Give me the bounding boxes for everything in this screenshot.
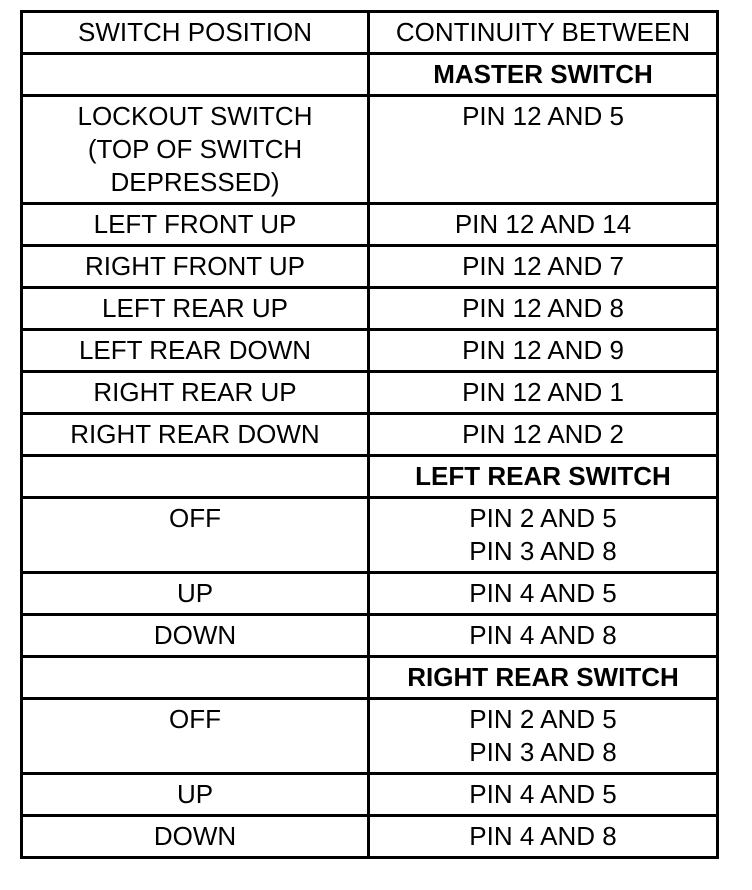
section-empty-cell	[22, 657, 369, 699]
table-row	[22, 816, 718, 858]
switch-position-cell	[22, 372, 369, 414]
switch-position-line: OFF	[169, 704, 221, 734]
switch-position-line: LEFT FRONT UP	[93, 209, 297, 239]
table-row	[22, 246, 718, 288]
switch-position-line: RIGHT REAR DOWN	[70, 419, 320, 449]
switch-position-line: UP	[176, 779, 214, 809]
switch-position-line: OFF	[169, 503, 221, 533]
switch-position-line: (TOP OF SWITCH	[87, 134, 303, 164]
continuity-cell	[369, 615, 718, 657]
switch-position-line: DOWN	[153, 821, 237, 851]
continuity-line: PIN 4 AND 8	[469, 821, 617, 851]
continuity-cell	[369, 330, 718, 372]
continuity-cell	[369, 816, 718, 858]
switch-position-cell	[22, 816, 369, 858]
table-row	[22, 330, 718, 372]
continuity-cell	[369, 372, 718, 414]
section-empty-cell	[22, 456, 369, 498]
continuity-cell	[369, 774, 718, 816]
continuity-line: PIN 12 AND 14	[454, 209, 632, 239]
table-row	[22, 774, 718, 816]
switch-position-cell	[22, 246, 369, 288]
table-row	[22, 699, 718, 774]
switch-position-cell	[22, 96, 369, 204]
continuity-cell	[369, 96, 718, 204]
switch-position-line: DOWN	[153, 620, 237, 650]
switch-position-line: UP	[176, 578, 214, 608]
continuity-line: PIN 12 AND 7	[462, 251, 624, 281]
section-row	[22, 657, 718, 699]
continuity-cell	[369, 288, 718, 330]
table-row	[22, 288, 718, 330]
section-row	[22, 456, 718, 498]
section-title: MASTER SWITCH	[369, 54, 718, 96]
table-row	[22, 498, 718, 573]
continuity-line: PIN 12 AND 9	[462, 335, 624, 365]
switch-position-line: LEFT REAR UP	[102, 293, 288, 323]
header-row	[22, 12, 718, 54]
switch-position-line: DEPRESSED)	[110, 167, 280, 197]
continuity-line: PIN 12 AND 2	[462, 419, 624, 449]
continuity-cell	[369, 414, 718, 456]
continuity-cell	[369, 699, 718, 774]
switch-position-cell	[22, 204, 369, 246]
continuity-line: PIN 12 AND 5	[462, 101, 624, 131]
continuity-line: PIN 12 AND 1	[462, 377, 624, 407]
continuity-line: PIN 3 AND 8	[469, 737, 617, 767]
switch-position-cell	[22, 330, 369, 372]
table-row	[22, 573, 718, 615]
section-title: RIGHT REAR SWITCH	[369, 657, 718, 699]
section-title: LEFT REAR SWITCH	[369, 456, 718, 498]
continuity-cell	[369, 204, 718, 246]
switch-position-line: RIGHT REAR UP	[93, 377, 297, 407]
table-row	[22, 204, 718, 246]
continuity-line: PIN 2 AND 5	[469, 704, 617, 734]
table-row	[22, 615, 718, 657]
continuity-cell	[369, 246, 718, 288]
switch-continuity-table	[20, 10, 719, 859]
switch-position-line: LOCKOUT SWITCH	[77, 101, 313, 131]
section-row	[22, 54, 718, 96]
continuity-line: PIN 3 AND 8	[469, 536, 617, 566]
switch-position-line: RIGHT FRONT UP	[84, 251, 306, 281]
table-row	[22, 372, 718, 414]
header-continuity-between: CONTINUITY BETWEEN	[369, 12, 718, 54]
table-row	[22, 414, 718, 456]
switch-position-cell	[22, 573, 369, 615]
continuity-line: PIN 4 AND 5	[469, 578, 617, 608]
continuity-line: PIN 2 AND 5	[469, 503, 617, 533]
continuity-line: PIN 12 AND 8	[462, 293, 624, 323]
continuity-cell	[369, 573, 718, 615]
section-empty-cell	[22, 54, 369, 96]
switch-position-cell	[22, 414, 369, 456]
table-row	[22, 96, 718, 204]
switch-position-cell	[22, 699, 369, 774]
switch-position-line: LEFT REAR DOWN	[78, 335, 312, 365]
continuity-line: PIN 4 AND 8	[469, 620, 617, 650]
table-body	[22, 12, 718, 858]
continuity-line: PIN 4 AND 5	[469, 779, 617, 809]
header-switch-position: SWITCH POSITION	[22, 12, 369, 54]
switch-position-cell	[22, 498, 369, 573]
switch-position-cell	[22, 288, 369, 330]
continuity-cell	[369, 498, 718, 573]
switch-position-cell	[22, 615, 369, 657]
switch-position-cell	[22, 774, 369, 816]
